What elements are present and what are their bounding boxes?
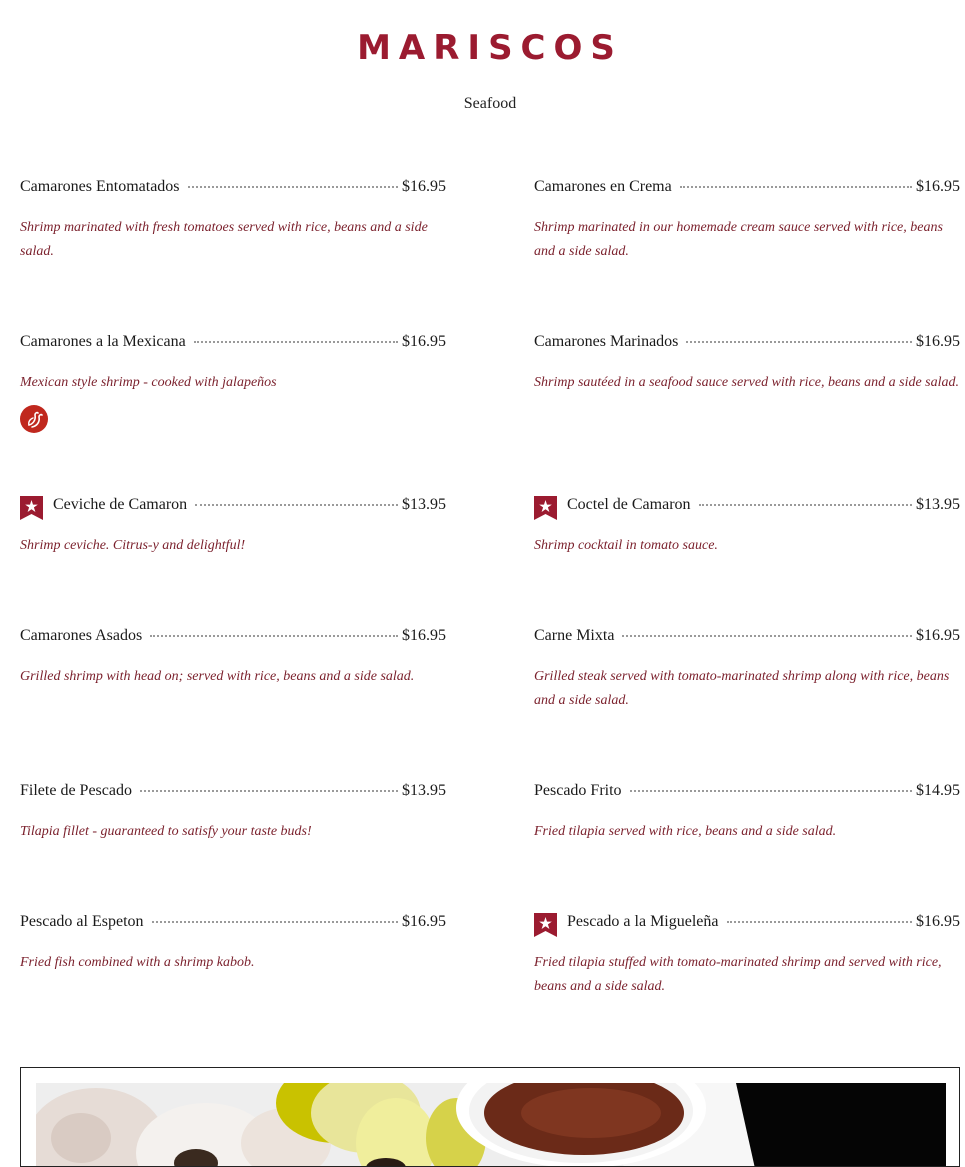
menu-item <box>20 782 446 844</box>
menu-item <box>534 913 960 999</box>
food-photo-illustration <box>36 1083 946 1167</box>
item-price: $16.95 <box>402 333 446 350</box>
dot-leader <box>194 340 398 343</box>
dot-leader <box>680 185 912 188</box>
star-badge-icon <box>20 496 43 520</box>
item-price: $13.95 <box>916 496 960 513</box>
item-description: Fried tilapia served with rice, beans and a side salad. <box>534 824 837 839</box>
dot-leader <box>140 789 398 792</box>
item-name: Pescado Frito <box>534 782 622 799</box>
item-name: Coctel de Camaron <box>567 496 691 513</box>
item-name: Camarones Entomatados <box>20 178 180 195</box>
menu-item <box>534 333 960 395</box>
item-description: Shrimp ceviche. Citrus-y and delightful! <box>20 538 246 553</box>
item-name: Pescado a la Migueleña <box>567 913 719 930</box>
item-price: $13.95 <box>402 782 446 799</box>
menu-item <box>20 627 446 689</box>
dot-leader <box>622 634 912 637</box>
menu-item <box>534 627 960 713</box>
item-name: Camarones Asados <box>20 627 143 644</box>
menu-item <box>20 496 446 558</box>
item-price: $16.95 <box>402 178 446 195</box>
star-badge-icon <box>534 913 557 937</box>
menu-item <box>20 178 446 264</box>
item-name: Camarones Marinados <box>534 333 679 350</box>
dot-leader <box>727 920 913 923</box>
item-description: Shrimp marinated in our homemade cream sauce served with rice, beans and a side salad. <box>534 220 943 259</box>
item-price: $16.95 <box>402 913 446 930</box>
menu-item <box>534 782 960 844</box>
dot-leader <box>686 340 912 343</box>
item-description: Grilled steak served with tomato-marinated shrimp along with rice, beans and a side salad. <box>534 669 950 708</box>
item-description: Mexican style shrimp - cooked with jalapeños <box>20 375 277 390</box>
star-badge-icon <box>534 496 557 520</box>
item-name: Filete de Pescado <box>20 782 132 799</box>
chili-pepper-icon <box>20 405 48 433</box>
food-photo-frame <box>20 1067 960 1167</box>
item-price: $14.95 <box>916 782 960 799</box>
dot-leader <box>150 634 398 637</box>
menu-item <box>20 333 446 437</box>
item-price: $16.95 <box>402 627 446 644</box>
item-name: Camarones a la Mexicana <box>20 333 186 350</box>
dot-leader <box>188 185 398 188</box>
item-name: Camarones en Crema <box>534 178 672 195</box>
menu-item <box>20 913 446 975</box>
item-price: $16.95 <box>916 913 960 930</box>
food-photo <box>36 1083 946 1167</box>
item-description: Grilled shrimp with head on; served with rice, beans and a side salad. <box>20 669 415 684</box>
dot-leader <box>195 503 398 506</box>
menu-item <box>534 496 960 558</box>
item-description: Fried tilapia stuffed with tomato-marinated shrimp and served with rice, beans and a side salad. <box>534 955 942 994</box>
dot-leader <box>699 503 912 506</box>
item-description: Tilapia fillet - guaranteed to satisfy your taste buds! <box>20 824 312 839</box>
item-name: Pescado al Espeton <box>20 913 144 930</box>
item-description: Shrimp marinated with fresh tomatoes served with rice, beans and a side salad. <box>20 220 428 259</box>
dot-leader <box>630 789 912 792</box>
menu-item <box>534 178 960 264</box>
item-description: Fried fish combined with a shrimp kabob. <box>20 955 255 970</box>
item-name: Ceviche de Camaron <box>53 496 188 513</box>
item-price: $16.95 <box>916 627 960 644</box>
item-price: $16.95 <box>916 178 960 195</box>
item-description: Shrimp cocktail in tomato sauce. <box>534 538 718 553</box>
item-price: $16.95 <box>916 333 960 350</box>
page-title: MARISCOS <box>357 28 623 68</box>
item-name: Carne Mixta <box>534 627 615 644</box>
dot-leader <box>152 920 398 923</box>
page-subtitle: Seafood <box>463 95 517 112</box>
item-description: Shrimp sautéed in a seafood sauce served with rice, beans and a side salad. <box>534 375 960 390</box>
item-price: $13.95 <box>402 496 446 513</box>
